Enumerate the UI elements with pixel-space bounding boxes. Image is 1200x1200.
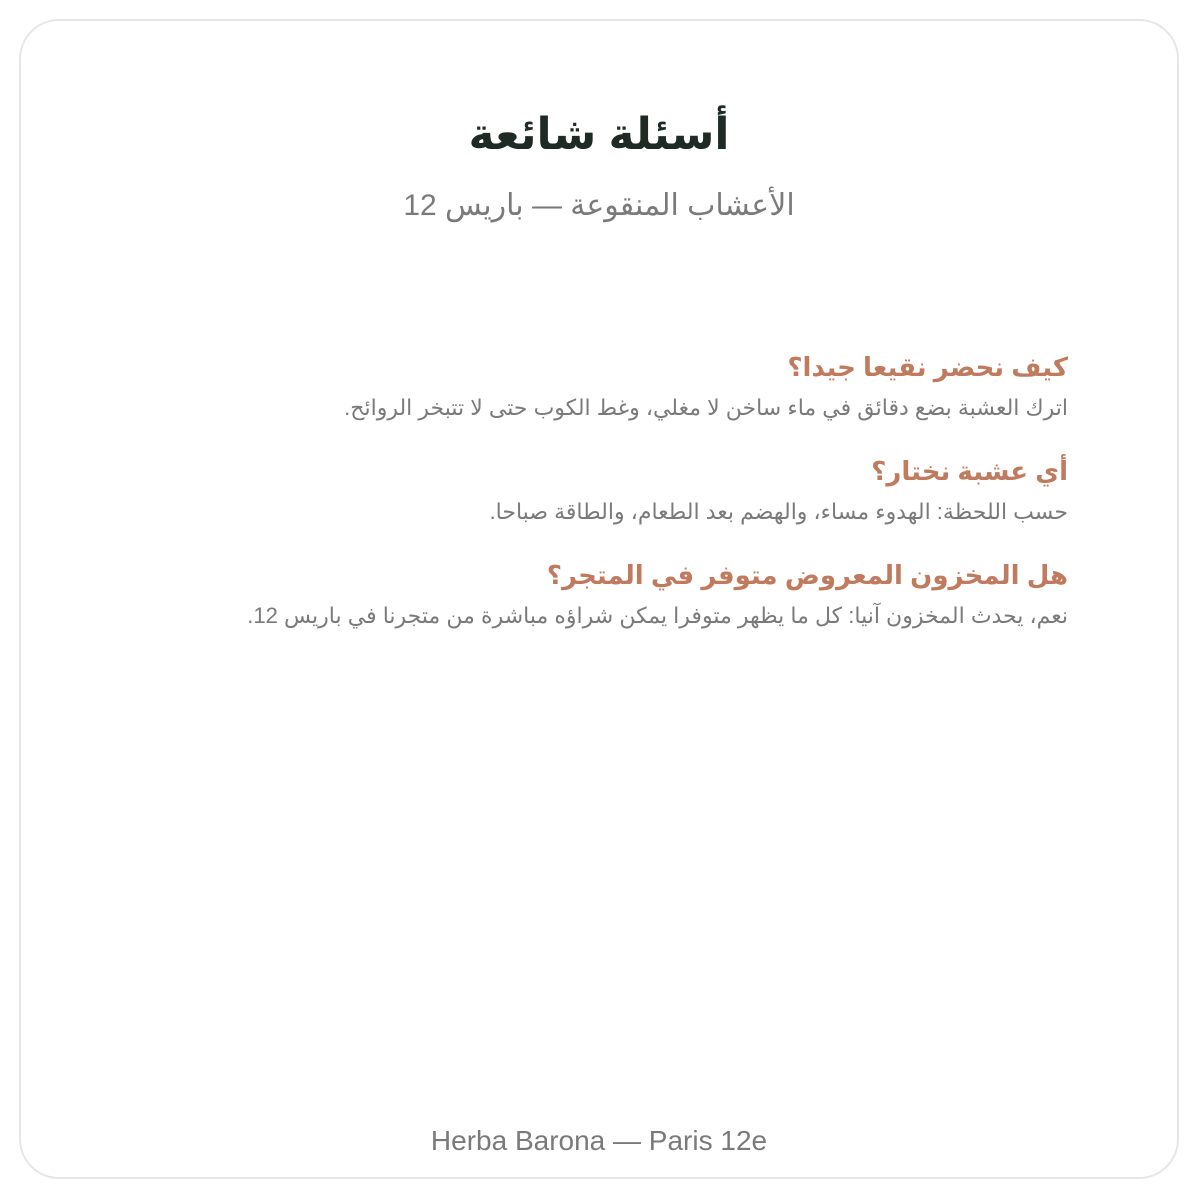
faq-answer: اترك العشبة بضع دقائق في ماء ساخن لا مغلي، وغط الكوب حتى لا تتبخر الروائح. bbox=[344, 395, 1068, 420]
page-title: أسئلة شائعة bbox=[468, 110, 730, 159]
faq-item bbox=[168, 347, 1068, 429]
faq-card bbox=[19, 19, 1179, 1179]
faq-question: أي عشبة نختار؟ bbox=[871, 456, 1068, 486]
faq-list bbox=[168, 347, 1068, 659]
faq-item bbox=[168, 555, 1068, 637]
faq-item bbox=[168, 451, 1068, 533]
faq-question: هل المخزون المعروض متوفر في المتجر؟ bbox=[546, 560, 1068, 590]
faq-answer: نعم، يحدث المخزون آنيا: كل ما يظهر متوفرا يمكن شراؤه مباشرة من متجرنا في باريس 12. bbox=[247, 603, 1068, 628]
page-subtitle: الأعشاب المنقوعة — باريس 12 bbox=[403, 189, 795, 222]
faq-answer: حسب اللحظة: الهدوء مساء، والهضم بعد الطعام، والطاقة صباحا. bbox=[489, 499, 1068, 524]
faq-question: كيف نحضر نقيعا جيدا؟ bbox=[787, 352, 1068, 382]
footer-brand: Herba Barona — Paris 12e bbox=[430, 1125, 768, 1156]
